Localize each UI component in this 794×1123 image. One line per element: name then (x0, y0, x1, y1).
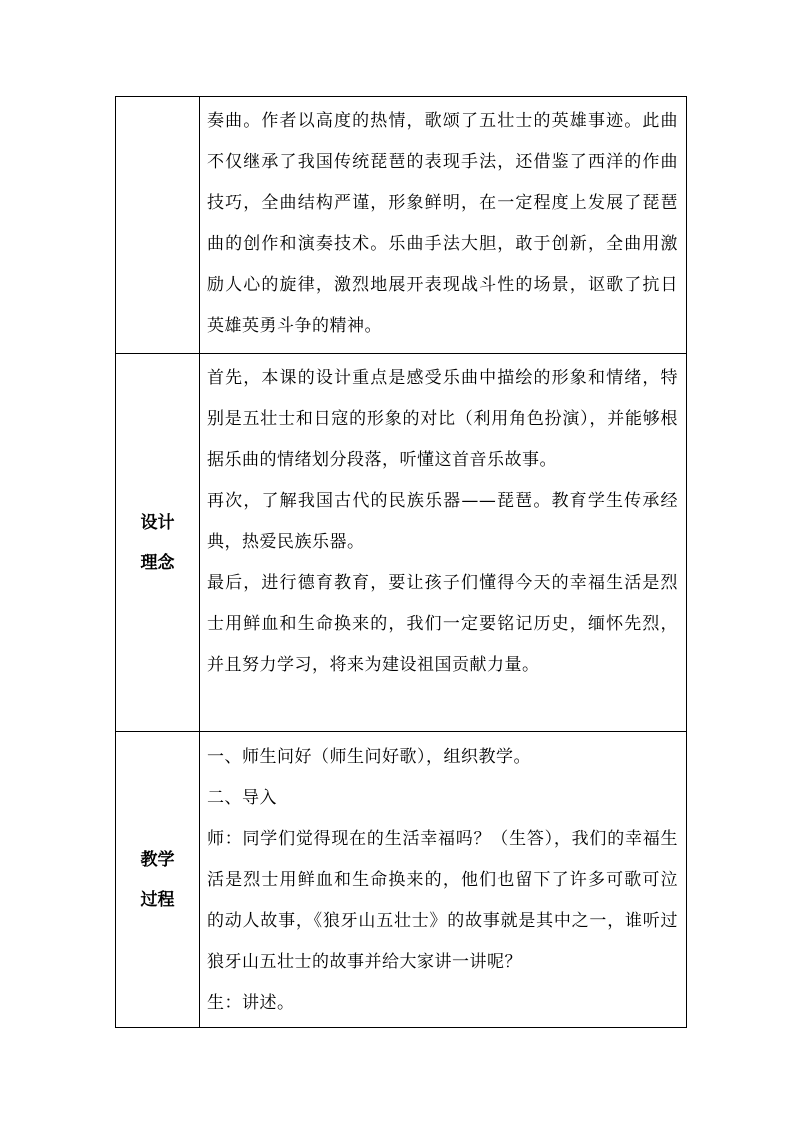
paragraph: 奏曲。作者以高度的热情，歌颂了五壮士的英雄事迹。此曲不仅继承了我国传统琵琶的表现手法，还借鉴了西洋的作曲技巧，全曲结构严谨，形象鲜明，在一定程度上发展了琵琶曲的创作和演奏技术。乐曲手法大胆，敢于创新，全曲用激励人心的旋律，激烈地展开表现战斗性的场景，讴歌了抗日英雄英勇斗争的精神。 (207, 111, 678, 336)
row-label-line: 理念 (140, 552, 175, 573)
row-content-cell (200, 97, 687, 354)
paragraph: 师：同学们觉得现在的生活幸福吗？（生答），我们的幸福生活是烈士用鲜血和生命换来的，他们也留下了许多可歌可泣的动人故事，《狼牙山五壮士》的故事就是其中之一，谁听过狼牙山五壮士的故事并给大家讲一讲呢？ (207, 829, 678, 972)
table-row-music-description (116, 97, 687, 354)
table-row-teaching-process (116, 732, 687, 1028)
lesson-plan-table (115, 96, 687, 1028)
row-content-cell (200, 732, 687, 1028)
paragraph: 生：讲述。 (207, 993, 295, 1013)
row-label-cell (116, 354, 200, 732)
paragraph: 二、导入 (207, 788, 277, 808)
paragraph: 一、师生问好（师生问好歌），组织教学。 (207, 747, 531, 767)
paragraph: 再次，了解我国古代的民族乐器——琵琶。教育学生传承经典，热爱民族乐器。 (207, 491, 678, 552)
row-label-cell (116, 732, 200, 1028)
row-label-line: 过程 (140, 889, 175, 910)
row-label-line: 教学 (140, 849, 175, 870)
row-content-cell (200, 354, 687, 732)
paragraph: 首先，本课的设计重点是感受乐曲中描绘的形象和情绪，特别是五壮士和日寇的形象的对比（利用角色扮演），并能够根据乐曲的情绪划分段落，听懂这首音乐故事。 (207, 368, 678, 470)
row-label-cell-empty (116, 97, 200, 354)
row-label-line: 设计 (140, 512, 175, 533)
paragraph: 最后，进行德育教育，要让孩子们懂得今天的幸福生活是烈士用鲜血和生命换来的，我们一定要铭记历史，缅怀先烈，并且努力学习，将来为建设祖国贡献力量。 (207, 573, 678, 675)
table-row-design-concept (116, 354, 687, 732)
